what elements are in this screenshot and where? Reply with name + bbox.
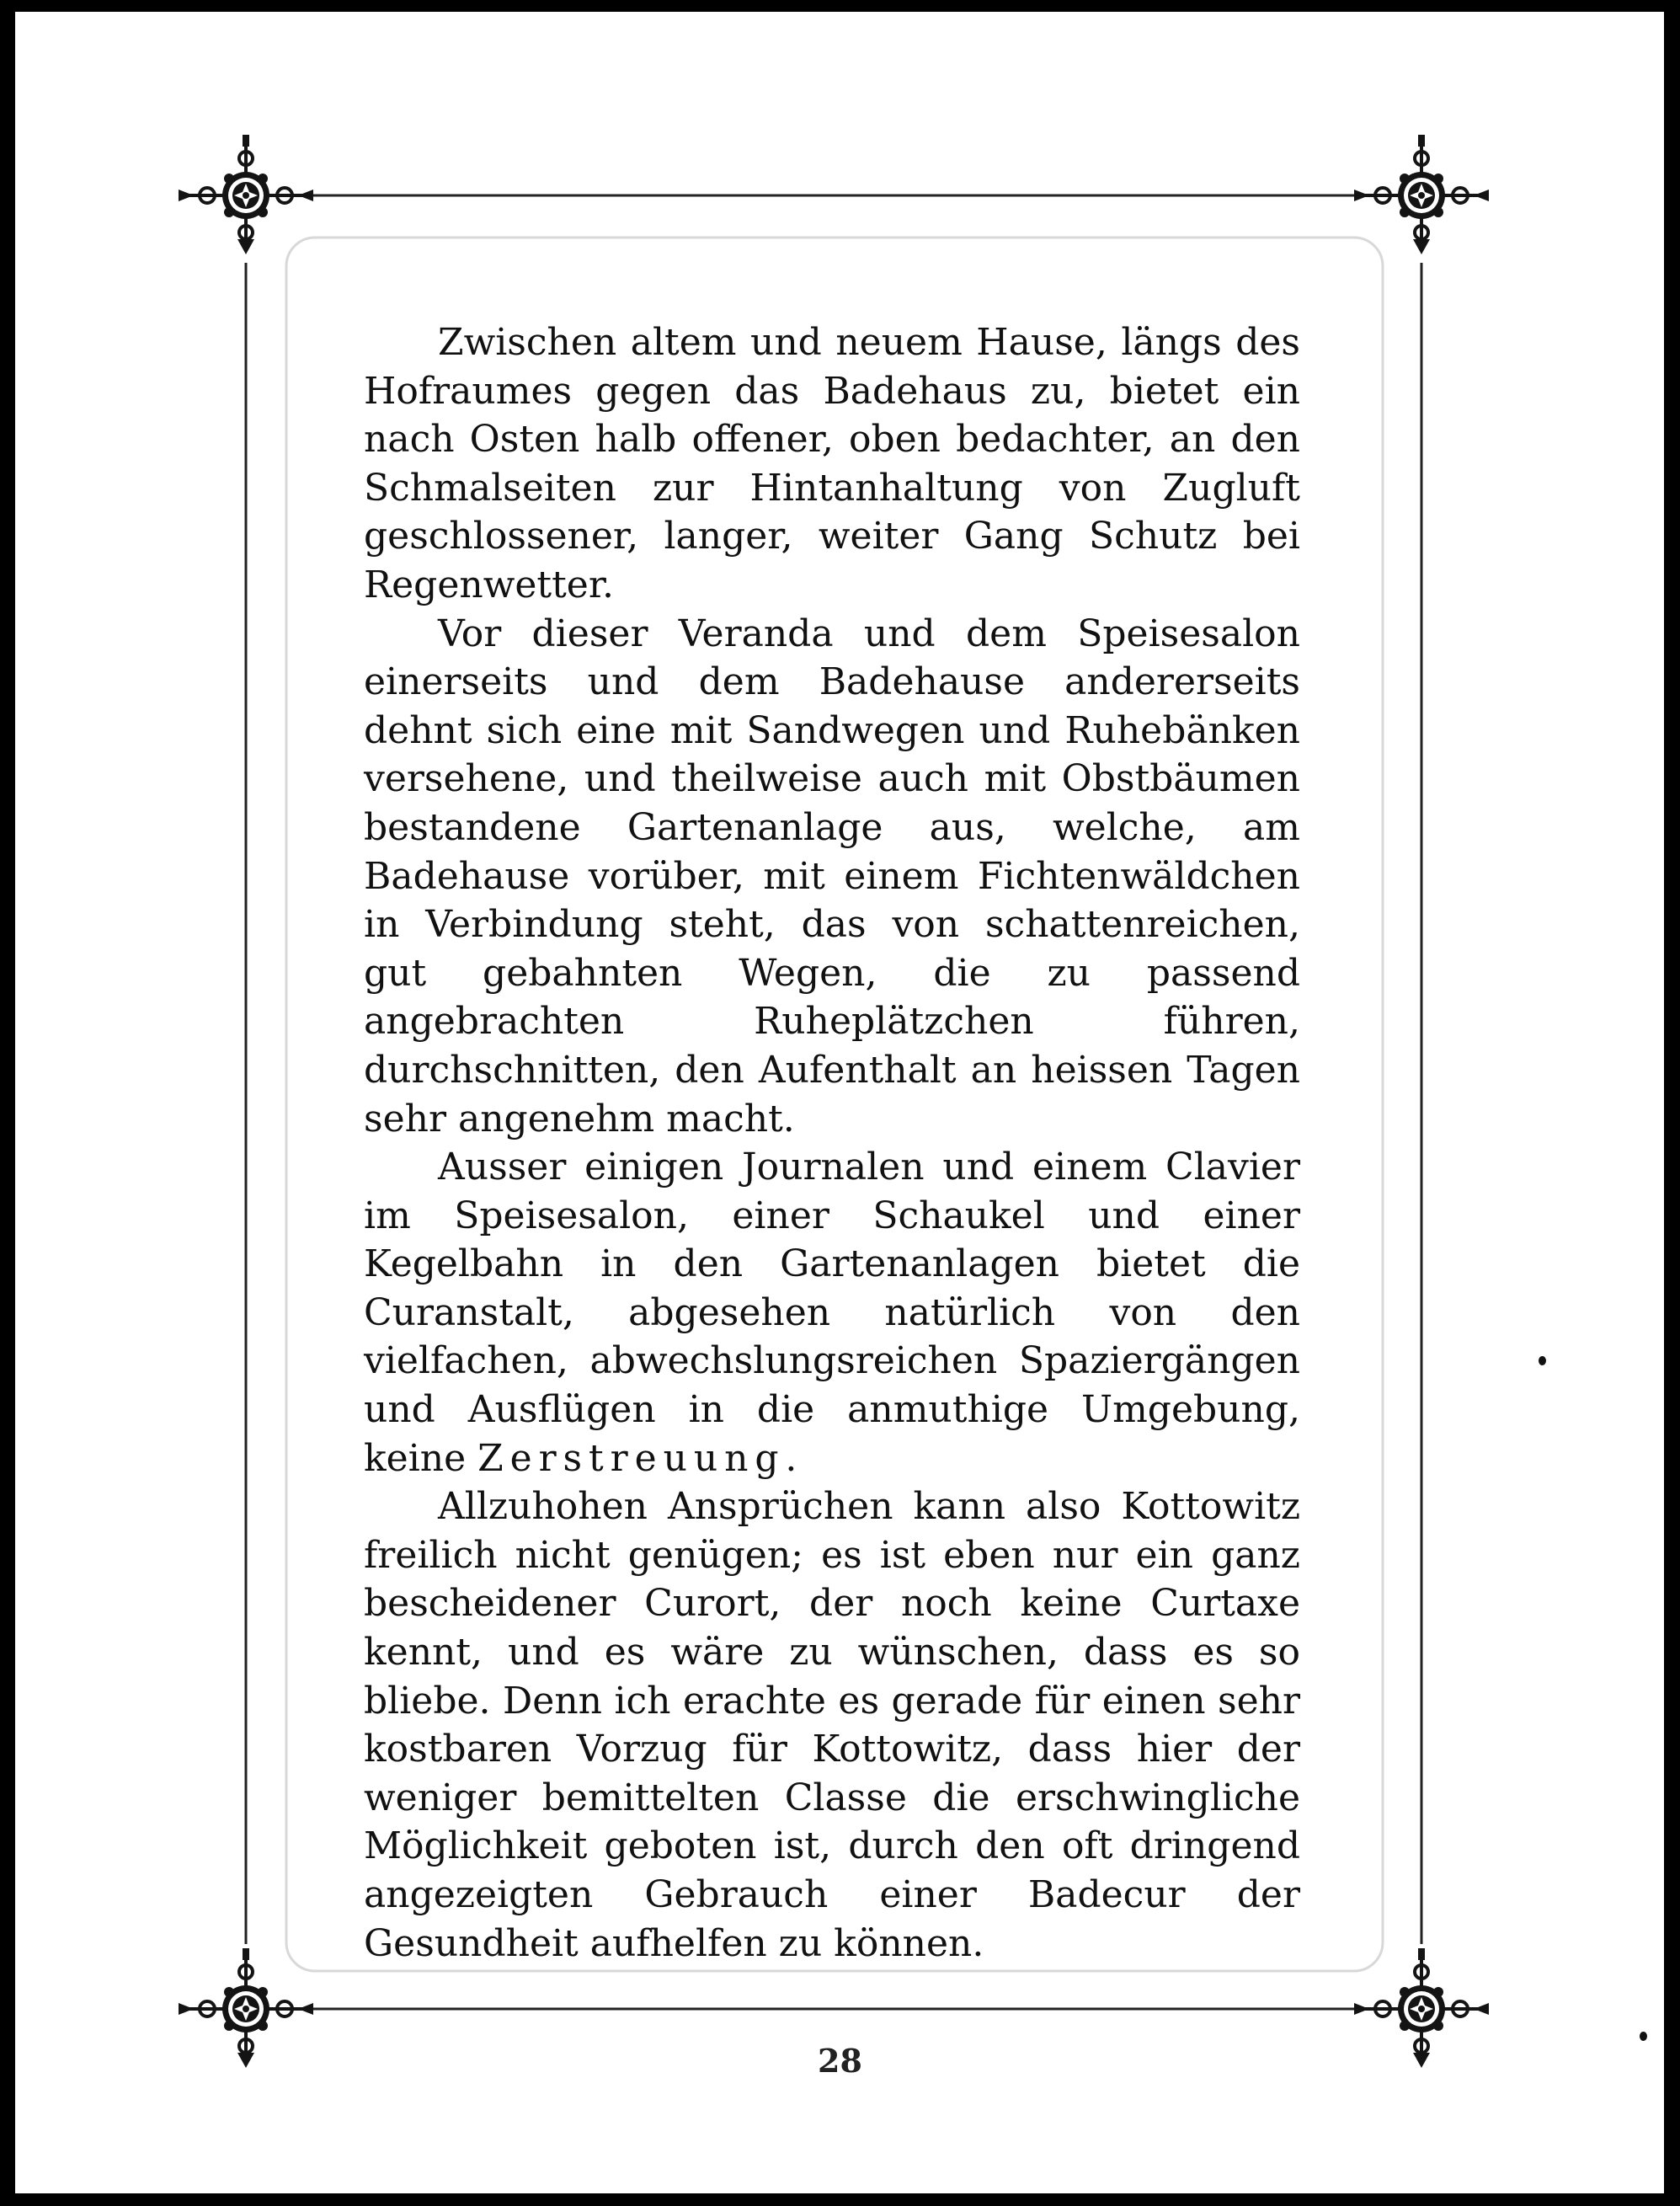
body-text bbox=[364, 318, 1300, 1968]
ink-speck bbox=[1640, 2032, 1647, 2041]
page-number: 28 bbox=[818, 2042, 862, 2080]
paragraph bbox=[364, 1143, 1300, 1482]
paragraph-text: Ausser einigen Journalen und einem Clavier im Speisesalon, einer Schaukel und einer Kegelbahn in den Gartenanlagen bietet die Curanstalt, abgesehen natürlich von den vielfachen, abwechslungsreichen Spaziergängen und Ausflügen in die anmuthige Umgebung, keine bbox=[364, 1146, 1300, 1480]
paragraph: Allzuhohen Ansprüchen kann also Kottowitz freilich nicht genügen; es ist eben nur ein ganz bescheidener Curort, der noch keine Curtaxe kennt, und es wäre zu wünschen, dass es so bliebe. Denn ich erachte es gerade für einen sehr kostbaren Vorzug für Kottowitz, dass hier der weniger bemittelten Classe die erschwingliche Möglichkeit geboten ist, durch den oft dringend angezeigten Gebrauch einer Badecur der Gesundheit aufhelfen zu können. bbox=[364, 1485, 1300, 1965]
ink-speck bbox=[1539, 1356, 1546, 1365]
emphasized-word: Zerstreuung. bbox=[477, 1436, 804, 1480]
rosette-ornament-icon bbox=[1354, 135, 1489, 254]
paragraph: Vor dieser Veranda und dem Speisesalon einerseits und dem Badehause andererseits dehnt sich eine mit Sandwegen und Ruhebänken versehene, und theilweise auch mit Obstbäumen bestandene Gartenanlage aus, welche, am Badehause vorüber, mit einem Fichtenwäldchen in Verbindung steht, das von schattenreichen, gut gebahnten Wegen, die zu passend angebrachten Ruheplätzchen führen, durchschnitten, den Aufenthalt an heissen Tagen sehr angenehm macht. bbox=[364, 612, 1300, 1140]
paragraph: Zwischen altem und neuem Hause, längs des Hofraumes gegen das Badehaus zu, bietet ein nach Osten halb offener, oben bedachter, an den Schmalseiten zur Hintanhaltung von Zugluft geschlossener, langer, weiter Gang Schutz bei Regenwetter. bbox=[364, 321, 1300, 606]
rosette-ornament-icon bbox=[179, 135, 313, 254]
